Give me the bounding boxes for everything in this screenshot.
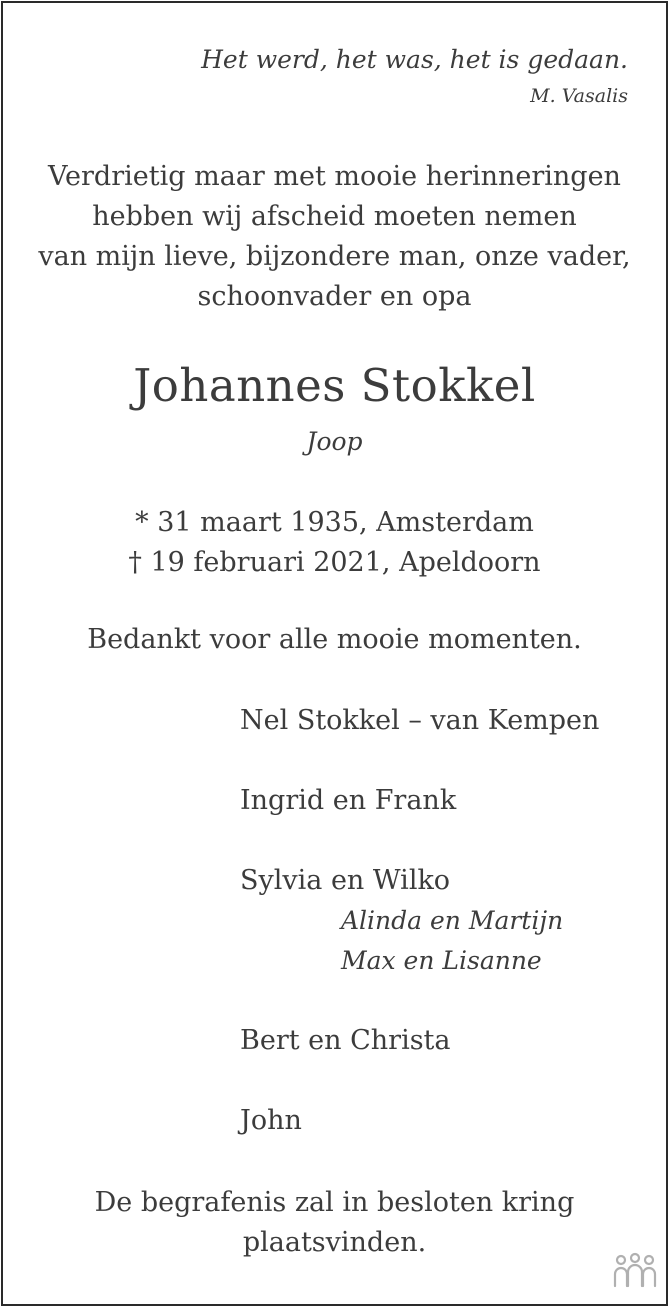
obituary-card: [1, 1, 668, 1306]
deceased-nickname: Joop: [306, 427, 363, 456]
birth-date: * 31 maart 1935, Amsterdam: [135, 507, 534, 538]
relative-child: John: [240, 1105, 302, 1136]
intro-line: schoonvader en opa: [197, 281, 472, 312]
intro-text: [3, 157, 666, 317]
quote-author: M. Vasalis: [530, 85, 628, 107]
relative-child: Sylvia en Wilko: [240, 865, 451, 896]
intro-line: hebben wij afscheid moeten nemen: [92, 201, 577, 232]
thanks-text: Bedankt voor alle mooie momenten.: [87, 624, 582, 655]
life-dates: [3, 503, 666, 583]
death-date: † 19 februari 2021, Apeldoorn: [128, 547, 541, 578]
relative-child: Bert en Christa: [240, 1025, 451, 1056]
relative-child: Ingrid en Frank: [240, 785, 457, 816]
people-group-icon: [612, 1252, 658, 1290]
funeral-text: [3, 1183, 666, 1263]
deceased-name: Johannes Stokkel: [133, 359, 536, 412]
relative-spouse: Nel Stokkel – van Kempen: [240, 705, 600, 736]
quote-text: Het werd, het was, het is gedaan.: [201, 45, 628, 74]
relative-grandchild: Max en Lisanne: [341, 946, 542, 975]
intro-line: van mijn lieve, bijzondere man, onze vader,: [38, 241, 631, 272]
relative-grandchild: Alinda en Martijn: [341, 906, 564, 935]
intro-line: Verdrietig maar met mooie herinneringen: [48, 161, 621, 192]
funeral-line: plaatsvinden.: [242, 1227, 427, 1258]
funeral-line: De begrafenis zal in besloten kring: [94, 1187, 575, 1218]
